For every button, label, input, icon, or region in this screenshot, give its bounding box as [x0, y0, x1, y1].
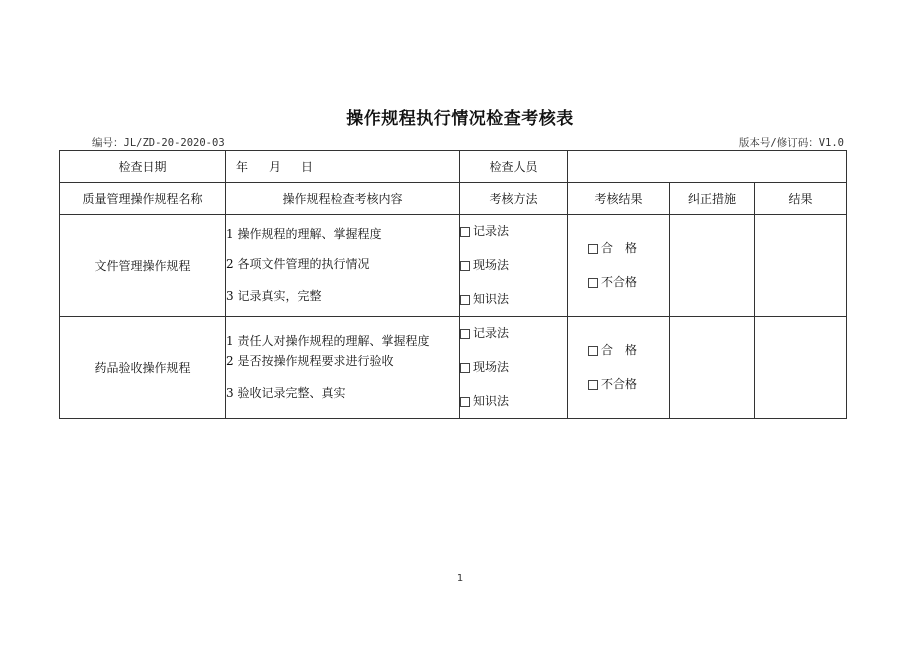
col-header-correction: 纠正措施	[670, 183, 755, 215]
col-header-result: 考核结果	[568, 183, 670, 215]
method-label: 现场法	[473, 258, 510, 272]
check-item: 3 记录真实，完整	[226, 289, 322, 303]
result-label: 合 格	[601, 343, 638, 357]
check-item: 2 各项文件管理的执行情况	[226, 257, 370, 271]
result-option[interactable]	[588, 377, 669, 392]
method-options	[460, 317, 568, 419]
result-option[interactable]	[588, 275, 669, 290]
result-option[interactable]	[588, 241, 669, 256]
table-row	[60, 215, 847, 317]
col-header-outcome: 结果	[755, 183, 847, 215]
result-options	[568, 317, 670, 419]
checkbox-icon[interactable]	[460, 329, 470, 339]
date-value-cell[interactable]	[226, 151, 460, 183]
document-number: 编号：JL/ZD-20-2020-03	[92, 137, 225, 149]
col-header-method: 考核方法	[460, 183, 568, 215]
version-code: 版本号/修订码：V1.0	[738, 137, 844, 149]
correction-cell[interactable]	[670, 317, 755, 419]
checkbox-icon[interactable]	[460, 363, 470, 373]
month-label: 月	[269, 160, 282, 174]
method-option[interactable]	[460, 224, 567, 239]
result-label: 不合格	[601, 377, 638, 391]
checkbox-icon[interactable]	[460, 295, 470, 305]
method-label: 知识法	[473, 394, 510, 408]
method-label: 记录法	[473, 224, 510, 238]
table-row	[60, 317, 847, 419]
col-header-content: 操作规程检查考核内容	[226, 183, 460, 215]
page-number: 1	[456, 573, 464, 584]
checkbox-icon[interactable]	[588, 346, 598, 356]
method-label: 知识法	[473, 292, 510, 306]
inspector-label: 检查人员	[460, 151, 568, 183]
inspection-table	[59, 150, 847, 419]
check-item: 2 是否按操作规程要求进行验收	[226, 354, 394, 368]
document-title: 操作规程执行情况检查考核表	[346, 109, 574, 129]
inspector-value[interactable]	[568, 151, 847, 183]
checkbox-icon[interactable]	[588, 380, 598, 390]
year-label: 年	[236, 160, 249, 174]
result-label: 不合格	[601, 275, 638, 289]
checkbox-icon[interactable]	[588, 244, 598, 254]
check-item: 1 操作规程的理解、掌握程度	[226, 227, 382, 241]
column-header-row	[60, 183, 847, 215]
check-item: 1 责任人对操作规程的理解、掌握程度	[226, 334, 430, 348]
date-row	[60, 151, 847, 183]
check-item: 3 验收记录完整、真实	[226, 386, 346, 400]
date-label: 检查日期	[60, 151, 226, 183]
outcome-cell[interactable]	[755, 317, 847, 419]
day-label: 日	[301, 160, 314, 174]
checkbox-icon[interactable]	[460, 397, 470, 407]
check-items	[226, 317, 460, 419]
procedure-name: 药品验收操作规程	[60, 317, 226, 419]
method-label: 现场法	[473, 360, 510, 374]
method-option[interactable]	[460, 326, 567, 341]
checkbox-icon[interactable]	[460, 227, 470, 237]
method-label: 记录法	[473, 326, 510, 340]
method-option[interactable]	[460, 394, 567, 409]
result-options	[568, 215, 670, 317]
correction-cell[interactable]	[670, 215, 755, 317]
col-header-name: 质量管理操作规程名称	[60, 183, 226, 215]
method-option[interactable]	[460, 258, 567, 273]
checkbox-icon[interactable]	[588, 278, 598, 288]
result-label: 合 格	[601, 241, 638, 255]
outcome-cell[interactable]	[755, 215, 847, 317]
result-option[interactable]	[588, 343, 669, 358]
procedure-name: 文件管理操作规程	[60, 215, 226, 317]
checkbox-icon[interactable]	[460, 261, 470, 271]
method-options	[460, 215, 568, 317]
check-items	[226, 215, 460, 317]
method-option[interactable]	[460, 292, 567, 307]
method-option[interactable]	[460, 360, 567, 375]
